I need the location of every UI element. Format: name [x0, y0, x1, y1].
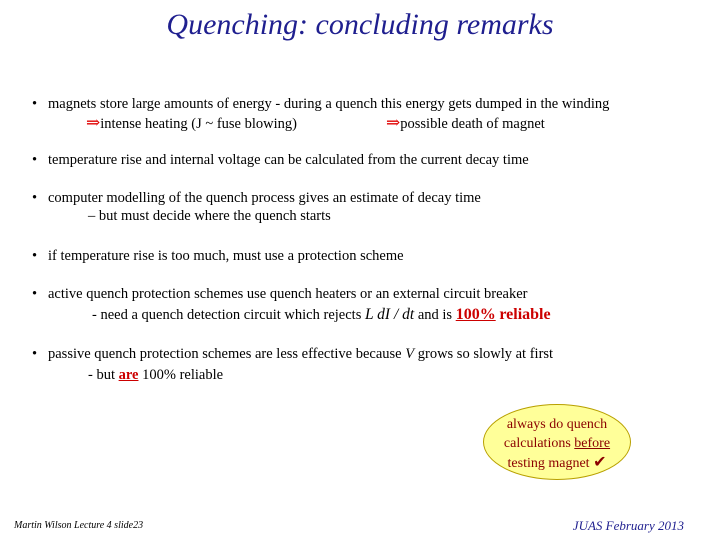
- sub-detection-circuit: [92, 306, 551, 324]
- bullet-dot: •: [32, 286, 38, 302]
- sub-and-is: and is: [417, 307, 453, 323]
- bullet-dot: •: [32, 152, 38, 168]
- callout-line1: always do quench: [506, 417, 608, 432]
- bullet-dot: •: [32, 96, 38, 112]
- bullet-passive-protection: [32, 346, 553, 363]
- bullet-text: if temperature rise is too much, must use a protection scheme: [48, 248, 404, 264]
- bullet-modelling: [32, 190, 481, 207]
- sub-but-text: - but: [88, 367, 115, 383]
- bullet-dot: •: [32, 248, 38, 264]
- checkmark-icon: ✔: [593, 454, 607, 471]
- sub-death: [386, 113, 545, 133]
- bullet-text: magnets store large amounts of energy - during a quench this energy gets dumped in the winding: [48, 96, 610, 112]
- bullet-active-protection: [32, 286, 527, 303]
- ldi-dt-formula: L dI / dt: [364, 306, 415, 323]
- sub-quench-start: – but must decide where the quench starts: [88, 208, 331, 224]
- callout-line2: [484, 434, 630, 453]
- sub-death-text: possible death of magnet: [400, 116, 545, 132]
- callout-line2-text: calculations: [503, 436, 571, 451]
- slide-title: Quenching: concluding remarks: [166, 8, 554, 41]
- bullet-text-pre: passive quench protection schemes are less effective because: [48, 346, 402, 362]
- sub-heating-text: intense heating (J ~ fuse blowing): [100, 116, 297, 132]
- implies-arrow-icon: ⇒: [386, 113, 401, 132]
- hundred-percent-text: 100%: [455, 306, 496, 323]
- implies-arrow-icon: ⇒: [86, 113, 101, 132]
- bullet-energy: [32, 96, 609, 113]
- callout-line3: [484, 453, 630, 473]
- bullet-protection: [32, 248, 404, 265]
- bullet-text-post: grows so slowly at first: [417, 346, 554, 362]
- bullet-text: temperature rise and internal voltage can be calculated from the current decay time: [48, 152, 529, 168]
- bullet-text: active quench protection schemes use quench heaters or an external circuit breaker: [48, 286, 528, 302]
- sub-heating: [86, 113, 297, 133]
- sub-detection-text: - need a quench detection circuit which rejects: [92, 307, 362, 323]
- callout-bubble: [483, 404, 631, 480]
- reliable-text: reliable: [499, 306, 551, 323]
- callout-line3-text: testing magnet: [507, 456, 590, 471]
- footer-event: JUAS February 2013: [572, 518, 684, 533]
- bullet-text: computer modelling of the quench process gives an estimate of decay time: [48, 190, 481, 206]
- voltage-symbol: V: [405, 346, 415, 362]
- sub-passive-reliable: [88, 367, 223, 384]
- bullet-temperature: [32, 152, 529, 169]
- are-emphasis-text: are: [118, 367, 139, 383]
- footer-author: Martin Wilson Lecture 4 slide23: [14, 520, 144, 531]
- callout-before-text: before: [574, 436, 611, 451]
- sub-reliable-text: 100% reliable: [142, 367, 224, 383]
- bullet-dot: •: [32, 346, 38, 362]
- bullet-dot: •: [32, 190, 38, 206]
